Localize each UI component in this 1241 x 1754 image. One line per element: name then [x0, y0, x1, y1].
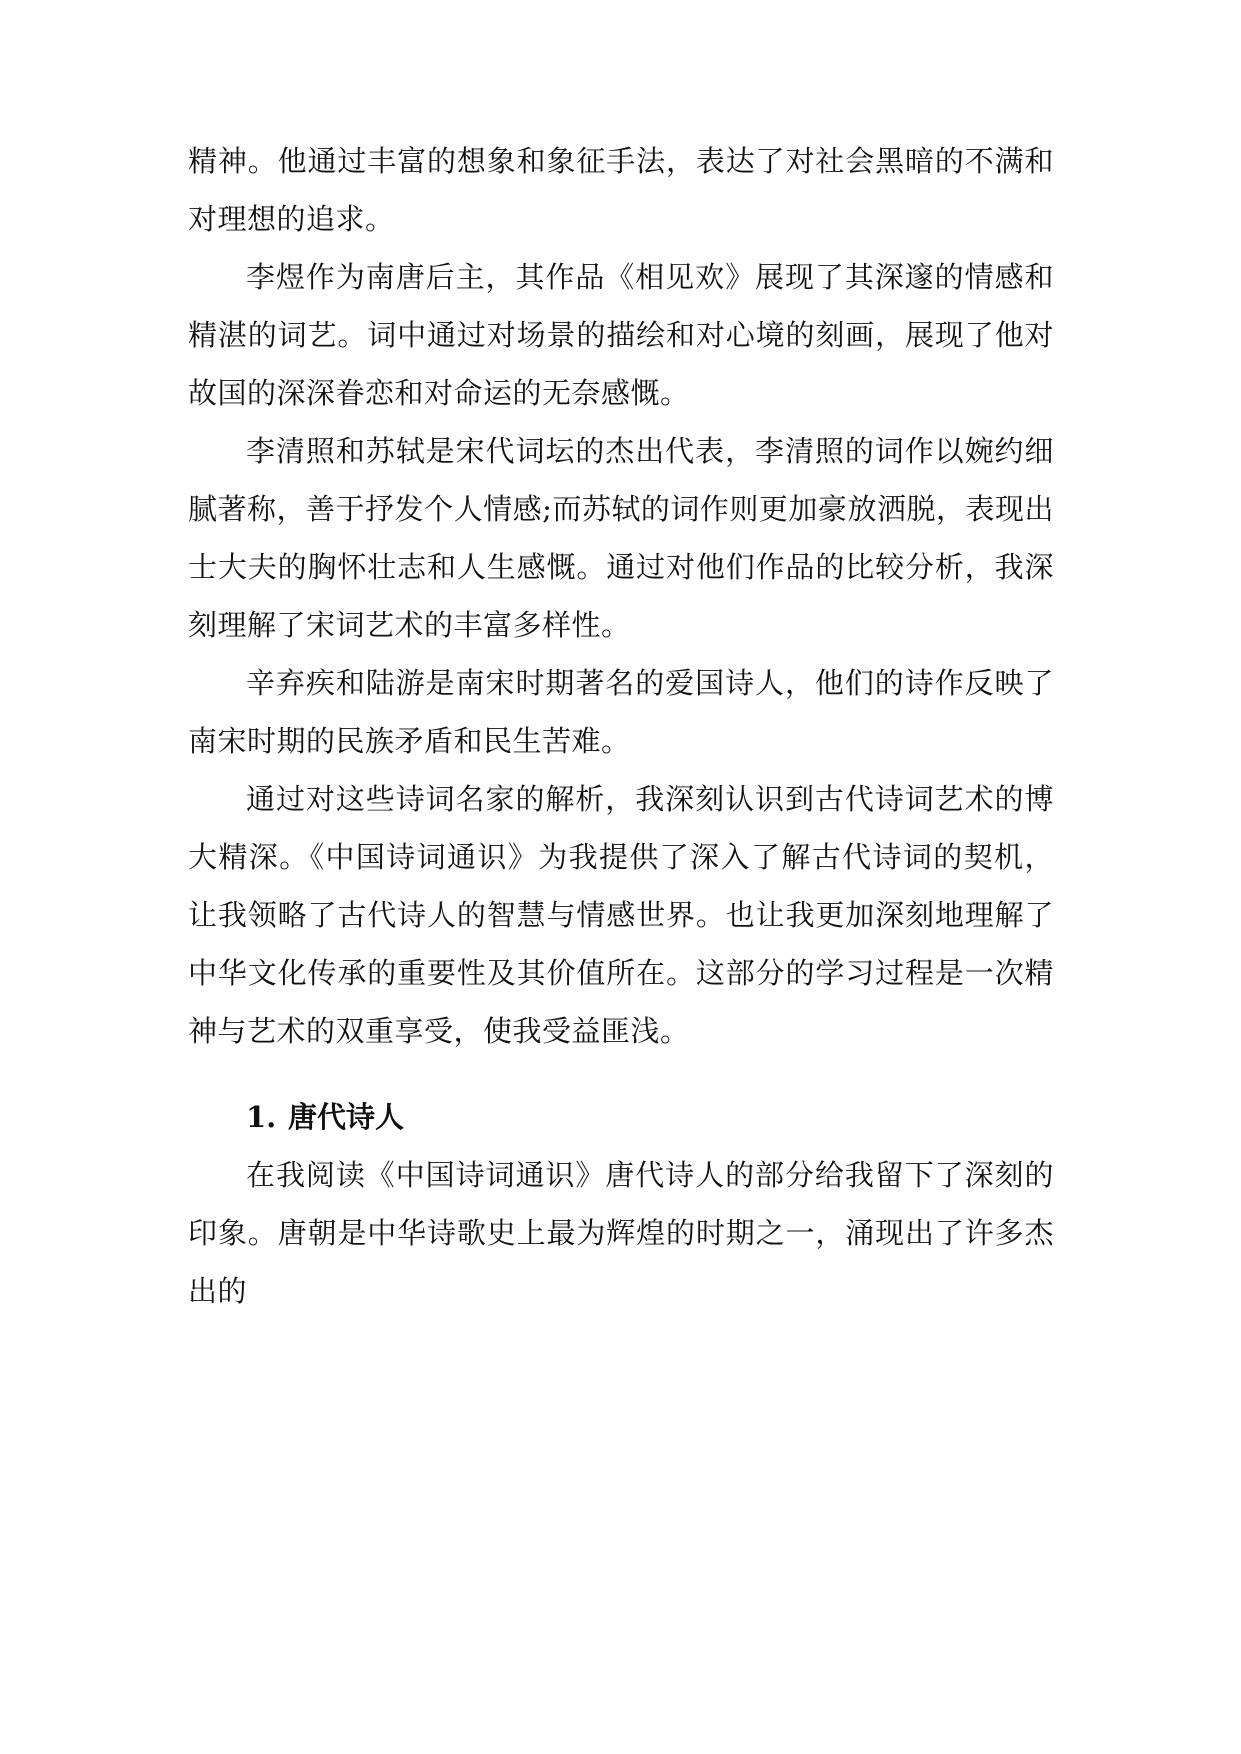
paragraph-continuation: 精神。他通过丰富的想象和象征手法，表达了对社会黑暗的不满和对理想的追求。: [188, 144, 1054, 236]
section-heading: [188, 1088, 1054, 1146]
section-title: 唐代诗人: [288, 1100, 405, 1134]
paragraph-xin-qiji-lu-you: 辛弃疾和陆游是南宋时期著名的爱国诗人，他们的诗作反映了南宋时期的民族矛盾和民生苦难。: [188, 666, 1054, 758]
paragraph-li-yu: 李煜作为南唐后主，其作品《相见欢》展现了其深邃的情感和精湛的词艺。词中通过对场景的描绘和对心境的刻画，展现了他对故国的深深眷恋和对命运的无奈感慨。: [188, 260, 1054, 410]
document-page: [188, 132, 1054, 1320]
paragraph-conclusion: 通过对这些诗词名家的解析，我深刻认识到古代诗词艺术的博大精深。《中国诗词通识》为我提供了深入了解古代诗词的契机，让我领略了古代诗人的智慧与情感世界。也让我更加深刻地理解了中华文化传承的重要性及其价值所在。这部分的学习过程是一次精神与艺术的双重享受，使我受益匪浅。: [188, 782, 1054, 1048]
section-number: 1.: [246, 1100, 277, 1134]
paragraph-li-qingzhao-su-shi: 李清照和苏轼是宋代词坛的杰出代表，李清照的词作以婉约细腻著称，善于抒发个人情感;而苏轼的词作则更加豪放洒脱，表现出士大夫的胸怀壮志和人生感慨。通过对他们作品的比较分析，我深刻理解了宋词艺术的丰富多样性。: [188, 434, 1054, 642]
paragraph-tang-poets: 在我阅读《中国诗词通识》唐代诗人的部分给我留下了深刻的印象。唐朝是中华诗歌史上最为辉煌的时期之一，涌现出了许多杰出的: [188, 1158, 1054, 1308]
